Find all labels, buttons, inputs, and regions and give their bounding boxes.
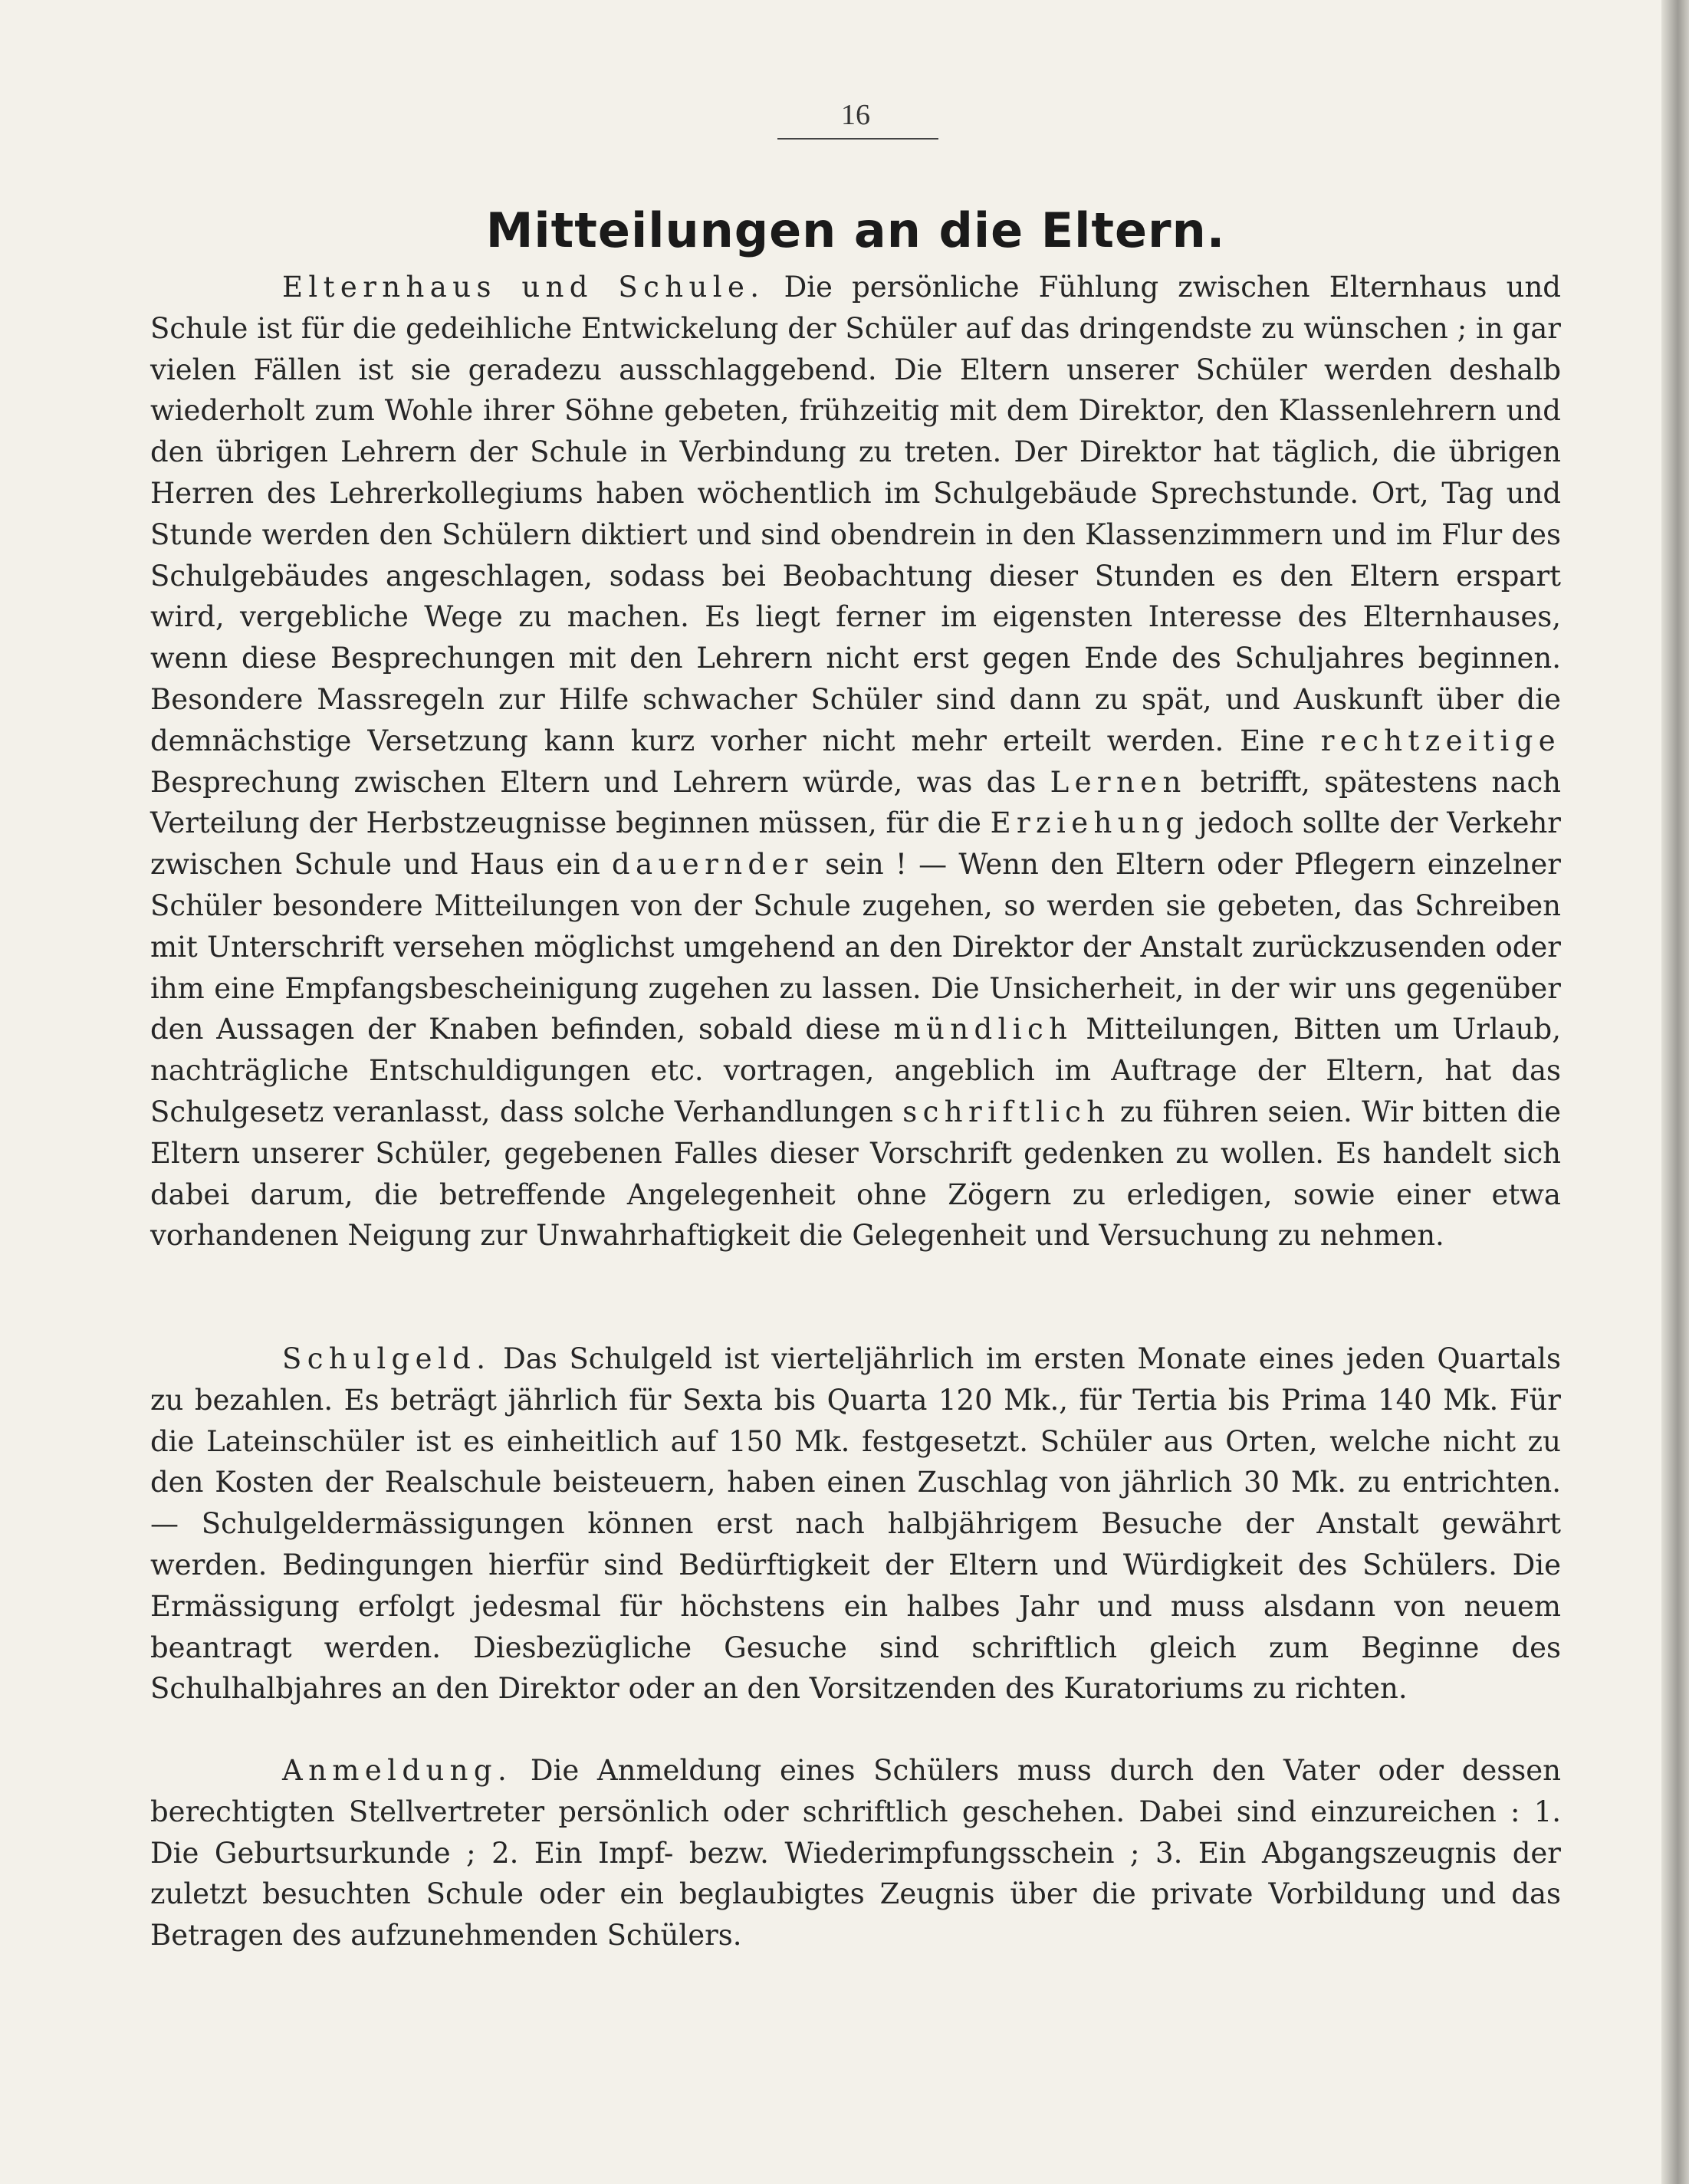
emphasized-text: rechtzeitige bbox=[1320, 724, 1561, 757]
body-text: zu führen seien. Wir bitten die Eltern unserer Schüler, gegebenen Falles dieser Vorschrift gedenken zu wollen. Es handelt sich dabei darum, die betreffende Angelegenheit ohne Zögern zu erledigen, sowie einer etwa vorhandenen Neigung zur Unwahrhaftigkeit die Gelegenheit und Versuchung zu nehmen. bbox=[150, 1095, 1561, 1253]
emphasized-text: schriftlich bbox=[902, 1095, 1111, 1128]
page-title: Mitteilungen an die Eltern. bbox=[485, 202, 1226, 258]
scan-page-edge bbox=[1661, 0, 1689, 2184]
section-schulgeld bbox=[150, 1338, 1561, 1709]
body-text: Mitteilungen, Bitten um Urlaub, nachträgliche Entschuldigungen etc. vortragen, angeblich im Auftrage der Eltern, hat das Schulgesetz veranlasst, dass solche Verhandlungen bbox=[150, 1013, 1561, 1128]
section-heading: Anmeldung. bbox=[282, 1754, 513, 1787]
section-heading: Schulgeld. bbox=[282, 1342, 491, 1375]
body-text: sein ! — Wenn den Eltern oder Pflegern einzelner Schüler besondere Mitteilungen von der Schule zugehen, so werden sie gebeten, das Schreiben mit Unterschrift versehen möglichst umgehend an den Direktor der Anstalt zurückzusenden oder ihm eine Empfangsbescheinigung zugehen zu lassen. Die Unsicherheit, in der wir uns gegenüber den Aussagen der Knaben befinden, sobald diese bbox=[150, 848, 1561, 1046]
section-heading: Elternhaus und Schule. bbox=[282, 271, 765, 304]
section-anmeldung bbox=[150, 1750, 1561, 1956]
page-number: 16 bbox=[841, 99, 870, 131]
emphasized-text: dauernder bbox=[612, 848, 813, 882]
body-text: Besprechung zwischen Eltern und Lehrern würde, was das bbox=[150, 765, 1050, 799]
emphasized-text: Lernen bbox=[1050, 765, 1187, 799]
body-text: betrifft, spätestens nach Verteilung der Herbstzeugnisse beginnen müssen, für die bbox=[150, 765, 1561, 840]
section-body bbox=[150, 1342, 1561, 1705]
emphasized-text: Erziehung bbox=[990, 806, 1190, 840]
page-number-rule bbox=[777, 138, 938, 140]
section-elternhaus-und-schule bbox=[150, 267, 1561, 1256]
body-text: jedoch sollte der Verkehr zwischen Schule und Haus ein bbox=[150, 806, 1561, 882]
emphasized-text: mündlich bbox=[893, 1013, 1073, 1046]
section-body bbox=[150, 271, 1561, 1252]
body-text: Die Anmeldung eines Schülers muss durch den Vater oder dessen berechtigten Stellvertreter persönlich oder schriftlich geschehen. Dabei sind einzureichen : 1. Die Geburtsurkunde ; 2. Ein Impf- bezw. Wiederimpfungsschein ; 3. Ein Abgangszeugnis der zuletzt besuchten Schule oder ein beglaubigtes Zeugnis über die private Vorbildung und das Betragen des aufzunehmenden Schülers. bbox=[150, 1754, 1562, 1952]
body-text: Das Schulgeld ist vierteljährlich im ersten Monate eines jeden Quartals zu bezahlen. Es beträgt jährlich für Sexta bis Quarta 120 Mk., für Tertia bis Prima 140 Mk. Für die Lateinschüler ist es einheitlich auf 150 Mk. festgesetzt. Schüler aus Orten, welche nicht zu den Kosten der Realschule beisteuern, haben einen Zuschlag von jährlich 30 Mk. zu entrichten. — Schulgeldermässigungen können erst nach halbjährigem Besuche der Anstalt gewährt werden. Bedingungen hierfür sind Bedürftigkeit der Eltern und Würdigkeit des Schülers. Die Ermässigung erfolgt jedesmal für höchstens ein halbes Jahr und muss alsdann von neuem beantragt werden. Diesbezügliche Gesuche sind schriftlich gleich zum Beginne des Schulhalbjahres an den Direktor oder an den Vorsitzenden des Kuratoriums zu richten. bbox=[150, 1342, 1561, 1706]
body-text: Die persönliche Fühlung zwischen Elternhaus und Schule ist für die gedeihliche Entwickelung der Schüler auf das dringendste zu wünschen ; in gar vielen Fällen ist sie geradezu ausschlaggebend. Die Eltern unserer Schüler werden deshalb wiederholt zum Wohle ihrer Söhne gebeten, frühzeitig mit dem Direktor, den Klassenlehrern und den übrigen Lehrern der Schule in Verbindung zu treten. Der Direktor hat täglich, die übrigen Herren des Lehrerkollegiums haben wöchentlich im Schulgebäude Sprechstunde. Ort, Tag und Stunde werden den Schülern diktiert und sind obendrein in den Klassenzimmern und im Flur des Schulgebäudes angeschlagen, sodass bei Beobachtung dieser Stunden es den Eltern erspart wird, vergebliche Wege zu machen. Es liegt ferner im eigensten Interesse des Elternhauses, wenn diese Besprechungen mit den Lehrern nicht erst gegen Ende des Schuljahres beginnen. Besondere Massregeln zur Hilfe schwacher Schüler sind dann zu spät, und Auskunft über die demnächstige Versetzung kann kurz vorher nicht mehr erteilt werden. Eine bbox=[150, 271, 1561, 757]
